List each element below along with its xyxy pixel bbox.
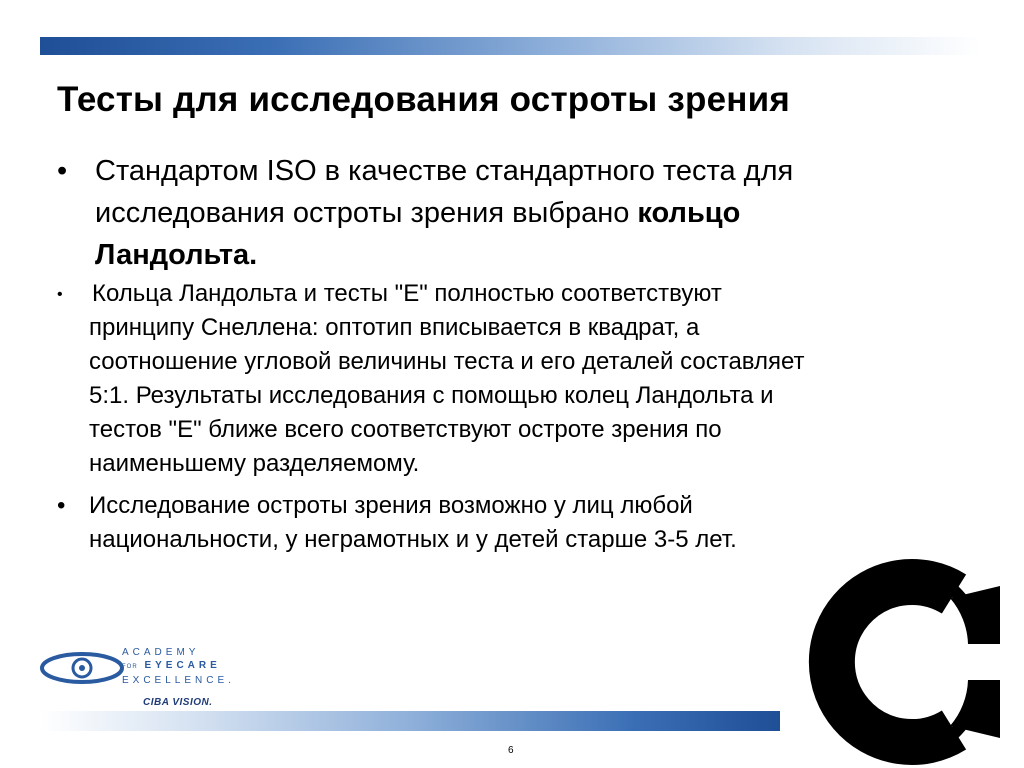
bold-term-continuation: Ландольта. xyxy=(95,239,258,271)
landolt-ring-icon xyxy=(790,556,1000,768)
logo-line-excellence: EXCELLENCE. xyxy=(122,675,235,686)
bullet-line: тестов "Е" ближе всего соответствуют остроте зрения по xyxy=(89,416,722,443)
slide-title: Тесты для исследования остроты зрения xyxy=(57,80,790,119)
bullet-line: исследования остроты зрения выбрано кольцо xyxy=(95,197,741,229)
logo-line-eyecare: FOR EYECARE xyxy=(122,660,221,671)
bullet-text xyxy=(89,489,957,557)
page-number: 6 xyxy=(508,745,514,756)
bullet-line: Кольца Ландольта и тесты "Е" полностью соответствуют xyxy=(92,280,722,307)
bullet-line: соотношение угловой величины теста и его деталей составляет xyxy=(89,348,805,375)
bullet-marker: • xyxy=(57,286,63,303)
bullet-line: принципу Снеллена: оптотип вписывается в квадрат, а xyxy=(89,314,700,341)
bullet-text xyxy=(95,150,937,276)
bullet-text xyxy=(89,277,957,481)
bullet-line: Стандартом ISO в качестве стандартного теста для xyxy=(95,155,794,187)
bullet-line: 5:1. Результаты исследования с помощью колец Ландольта и xyxy=(89,382,774,409)
bullet-item-2 xyxy=(57,277,957,481)
bullet-marker: • xyxy=(57,155,68,187)
ciba-vision-brand: CIBA VISION. xyxy=(143,697,213,708)
bullet-item-1 xyxy=(57,150,937,276)
bullet-line: национальности, у неграмотных и у детей старше 3-5 лет. xyxy=(89,526,737,553)
bullet-line: наименьшему разделяемому. xyxy=(89,450,420,477)
bottom-decorative-bar xyxy=(40,711,780,731)
bullet-marker: • xyxy=(57,492,66,519)
logo-line-academy: ACADEMY xyxy=(122,647,200,658)
bullet-item-3 xyxy=(57,489,957,557)
bold-term: кольцо xyxy=(637,197,741,229)
bullet-line: Исследование остроты зрения возможно у лиц любой xyxy=(89,492,693,519)
top-decorative-bar xyxy=(40,37,980,55)
logo-wordmark xyxy=(122,646,235,687)
